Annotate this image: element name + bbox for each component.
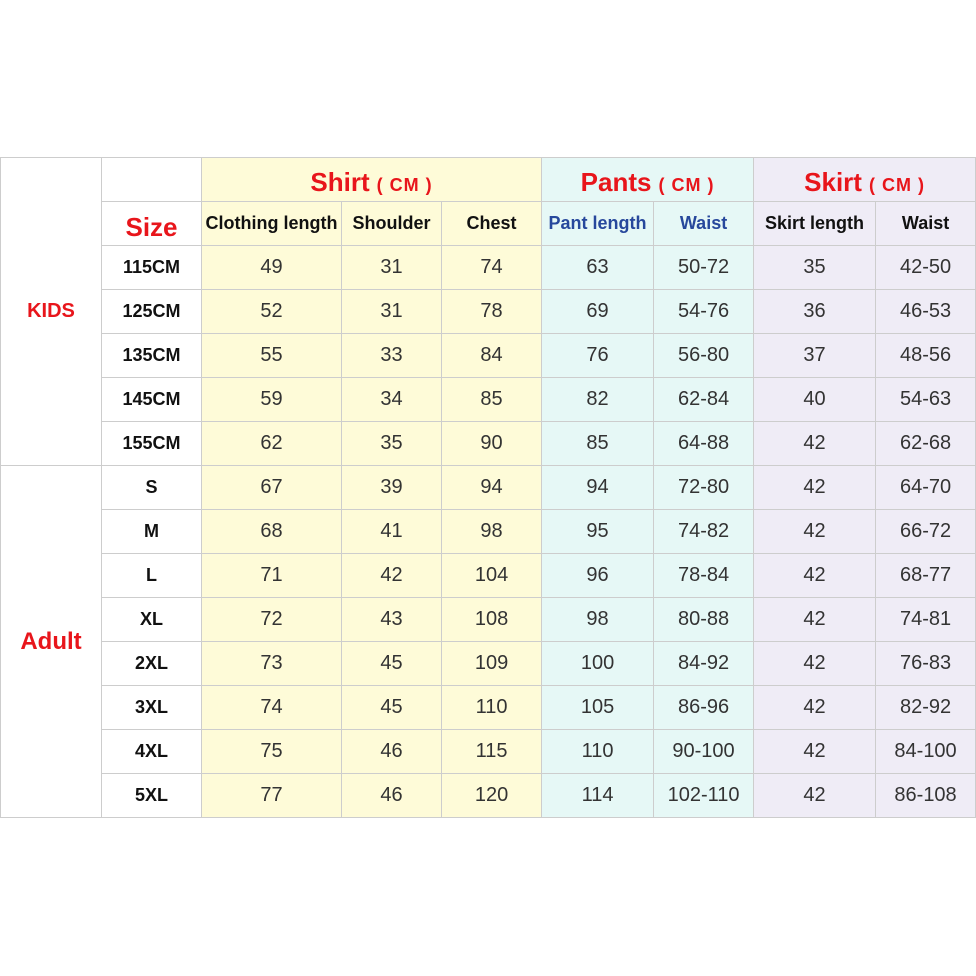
size-label: S	[102, 466, 202, 510]
shoulder-value: 33	[342, 334, 442, 378]
column-header-row	[1, 202, 976, 246]
size-label: 5XL	[102, 774, 202, 818]
size-row	[1, 774, 976, 818]
skirt-length-value: 42	[754, 730, 876, 774]
skirt-waist-value: 84-100	[876, 730, 976, 774]
pant-length-value: 114	[542, 774, 654, 818]
pants-waist-value: 74-82	[654, 510, 754, 554]
skirt-waist-header: Waist	[876, 202, 976, 246]
size-label: 3XL	[102, 686, 202, 730]
pants-waist-value: 64-88	[654, 422, 754, 466]
pant-length-value: 110	[542, 730, 654, 774]
size-row	[1, 334, 976, 378]
pants-waist-value: 50-72	[654, 246, 754, 290]
shirt-unit: ( CM )	[376, 175, 433, 195]
chest-header: Chest	[442, 202, 542, 246]
section-header-pants	[542, 158, 754, 202]
clothing-length-value: 49	[202, 246, 342, 290]
size-label: 145CM	[102, 378, 202, 422]
skirt-length-value: 42	[754, 422, 876, 466]
skirt-waist-value: 82-92	[876, 686, 976, 730]
pants-waist-header: Waist	[654, 202, 754, 246]
skirt-length-header: Skirt length	[754, 202, 876, 246]
clothing-length-value: 75	[202, 730, 342, 774]
shoulder-value: 31	[342, 290, 442, 334]
pant-length-value: 94	[542, 466, 654, 510]
section-header-row	[1, 158, 976, 202]
size-row	[1, 466, 976, 510]
section-header-skirt	[754, 158, 976, 202]
shoulder-value: 35	[342, 422, 442, 466]
skirt-length-value: 35	[754, 246, 876, 290]
skirt-waist-value: 62-68	[876, 422, 976, 466]
skirt-length-value: 36	[754, 290, 876, 334]
clothing-length-value: 73	[202, 642, 342, 686]
pant-length-value: 82	[542, 378, 654, 422]
chest-value: 115	[442, 730, 542, 774]
shoulder-value: 31	[342, 246, 442, 290]
clothing-length-value: 72	[202, 598, 342, 642]
skirt-unit: ( CM )	[868, 175, 925, 195]
pant-length-value: 100	[542, 642, 654, 686]
skirt-waist-value: 74-81	[876, 598, 976, 642]
chest-value: 109	[442, 642, 542, 686]
chest-value: 110	[442, 686, 542, 730]
group-label-kids: KIDS	[1, 158, 102, 466]
skirt-length-value: 42	[754, 642, 876, 686]
clothing-length-header: Clothing length	[202, 202, 342, 246]
skirt-waist-value: 64-70	[876, 466, 976, 510]
shoulder-header: Shoulder	[342, 202, 442, 246]
chest-value: 120	[442, 774, 542, 818]
skirt-waist-value: 68-77	[876, 554, 976, 598]
size-label: 4XL	[102, 730, 202, 774]
size-label: 115CM	[102, 246, 202, 290]
pant-length-value: 105	[542, 686, 654, 730]
size-label: 125CM	[102, 290, 202, 334]
chest-value: 108	[442, 598, 542, 642]
size-row	[1, 422, 976, 466]
shoulder-value: 41	[342, 510, 442, 554]
size-row	[1, 730, 976, 774]
pants-waist-value: 54-76	[654, 290, 754, 334]
skirt-length-value: 42	[754, 774, 876, 818]
shoulder-value: 34	[342, 378, 442, 422]
shoulder-value: 46	[342, 774, 442, 818]
shoulder-value: 42	[342, 554, 442, 598]
size-row	[1, 686, 976, 730]
clothing-length-value: 77	[202, 774, 342, 818]
pant-length-value: 96	[542, 554, 654, 598]
size-row	[1, 554, 976, 598]
size-row	[1, 246, 976, 290]
skirt-waist-value: 46-53	[876, 290, 976, 334]
pants-waist-value: 84-92	[654, 642, 754, 686]
skirt-length-value: 40	[754, 378, 876, 422]
clothing-length-value: 55	[202, 334, 342, 378]
size-label: 135CM	[102, 334, 202, 378]
clothing-length-value: 67	[202, 466, 342, 510]
size-label: XL	[102, 598, 202, 642]
pant-length-value: 76	[542, 334, 654, 378]
size-label: 155CM	[102, 422, 202, 466]
pants-waist-value: 78-84	[654, 554, 754, 598]
chest-value: 98	[442, 510, 542, 554]
skirt-length-value: 42	[754, 554, 876, 598]
shoulder-value: 45	[342, 686, 442, 730]
size-row	[1, 510, 976, 554]
size-chart-table	[0, 157, 976, 818]
size-column-header: Size	[102, 202, 202, 246]
pant-length-value: 98	[542, 598, 654, 642]
size-row	[1, 378, 976, 422]
empty-corner-cell	[102, 158, 202, 202]
pant-length-value: 63	[542, 246, 654, 290]
shoulder-value: 39	[342, 466, 442, 510]
size-label: M	[102, 510, 202, 554]
size-row	[1, 642, 976, 686]
skirt-length-value: 42	[754, 466, 876, 510]
size-label: L	[102, 554, 202, 598]
group-label-adult: Adult	[1, 466, 102, 818]
pant-length-value: 69	[542, 290, 654, 334]
skirt-waist-value: 54-63	[876, 378, 976, 422]
chest-value: 104	[442, 554, 542, 598]
section-header-shirt	[202, 158, 542, 202]
pant-length-header: Pant length	[542, 202, 654, 246]
skirt-title: Skirt	[804, 167, 862, 197]
size-row	[1, 598, 976, 642]
size-label: 2XL	[102, 642, 202, 686]
chest-value: 78	[442, 290, 542, 334]
skirt-waist-value: 76-83	[876, 642, 976, 686]
pants-waist-value: 80-88	[654, 598, 754, 642]
clothing-length-value: 59	[202, 378, 342, 422]
skirt-waist-value: 66-72	[876, 510, 976, 554]
clothing-length-value: 62	[202, 422, 342, 466]
pant-length-value: 95	[542, 510, 654, 554]
pants-waist-value: 72-80	[654, 466, 754, 510]
shoulder-value: 46	[342, 730, 442, 774]
chest-value: 90	[442, 422, 542, 466]
chest-value: 85	[442, 378, 542, 422]
pants-waist-value: 56-80	[654, 334, 754, 378]
shoulder-value: 43	[342, 598, 442, 642]
shoulder-value: 45	[342, 642, 442, 686]
pant-length-value: 85	[542, 422, 654, 466]
skirt-waist-value: 86-108	[876, 774, 976, 818]
pants-waist-value: 62-84	[654, 378, 754, 422]
chest-value: 74	[442, 246, 542, 290]
clothing-length-value: 71	[202, 554, 342, 598]
pants-waist-value: 86-96	[654, 686, 754, 730]
clothing-length-value: 52	[202, 290, 342, 334]
pants-waist-value: 102-110	[654, 774, 754, 818]
pants-unit: ( CM )	[658, 175, 715, 195]
pants-waist-value: 90-100	[654, 730, 754, 774]
size-row	[1, 290, 976, 334]
shirt-title: Shirt	[310, 167, 370, 197]
clothing-length-value: 74	[202, 686, 342, 730]
chest-value: 94	[442, 466, 542, 510]
skirt-length-value: 42	[754, 598, 876, 642]
skirt-waist-value: 42-50	[876, 246, 976, 290]
clothing-length-value: 68	[202, 510, 342, 554]
pants-title: Pants	[580, 167, 652, 197]
chest-value: 84	[442, 334, 542, 378]
skirt-waist-value: 48-56	[876, 334, 976, 378]
skirt-length-value: 37	[754, 334, 876, 378]
skirt-length-value: 42	[754, 510, 876, 554]
skirt-length-value: 42	[754, 686, 876, 730]
